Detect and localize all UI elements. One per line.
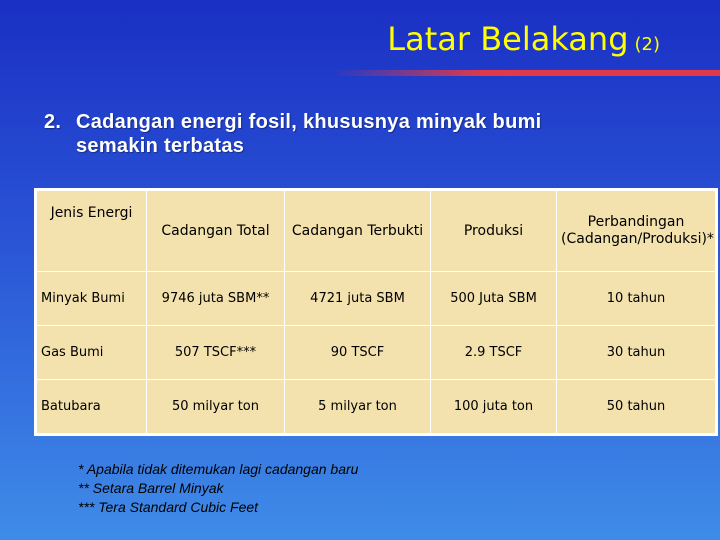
cell-proven-reserve: 90 TSCF	[285, 326, 431, 380]
cell-production: 2.9 TSCF	[431, 326, 557, 380]
slide-heading	[44, 110, 684, 158]
footnote-2: ** Setara Barrel Minyak	[78, 480, 224, 496]
cell-ratio: 10 tahun	[557, 272, 716, 326]
cell-total-reserve: 507 TSCF***	[147, 326, 285, 380]
cell-production: 100 juta ton	[431, 380, 557, 434]
cell-proven-reserve: 5 milyar ton	[285, 380, 431, 434]
header-jenis-energi: Jenis Energi	[37, 191, 147, 272]
cell-energy-type: Minyak Bumi	[37, 272, 147, 326]
heading-line-1: Cadangan energi fosil, khususnya minyak bumi	[76, 111, 542, 133]
cell-proven-reserve: 4721 juta SBM	[285, 272, 431, 326]
cell-ratio: 30 tahun	[557, 326, 716, 380]
cell-energy-type: Batubara	[37, 380, 147, 434]
footnote-3: *** Tera Standard Cubic Feet	[78, 499, 259, 515]
cell-ratio: 50 tahun	[557, 380, 716, 434]
header-cadangan-total: Cadangan Total	[147, 191, 285, 272]
energy-reserves-table	[34, 188, 718, 436]
header-cadangan-terbukti: Cadangan Terbukti	[285, 191, 431, 272]
cell-energy-type: Gas Bumi	[37, 326, 147, 380]
heading-line-2: semakin terbatas	[76, 135, 245, 157]
cell-total-reserve: 50 milyar ton	[147, 380, 285, 434]
table-row	[37, 380, 716, 434]
slide-title-number: (2)	[634, 34, 660, 55]
slide-title	[387, 20, 660, 58]
heading-number: 2.	[44, 111, 62, 133]
header-perbandingan: Perbandingan (Cadangan/Produksi)*	[557, 191, 716, 272]
title-divider	[330, 70, 720, 76]
table-row	[37, 326, 716, 380]
slide-title-text: Latar Belakang	[387, 20, 629, 58]
cell-total-reserve: 9746 juta SBM**	[147, 272, 285, 326]
header-produksi: Produksi	[431, 191, 557, 272]
footnote-1: * Apabila tidak ditemukan lagi cadangan baru	[78, 461, 359, 477]
table-header-row	[37, 191, 716, 272]
cell-production: 500 Juta SBM	[431, 272, 557, 326]
footnotes	[78, 460, 358, 517]
table-row	[37, 272, 716, 326]
